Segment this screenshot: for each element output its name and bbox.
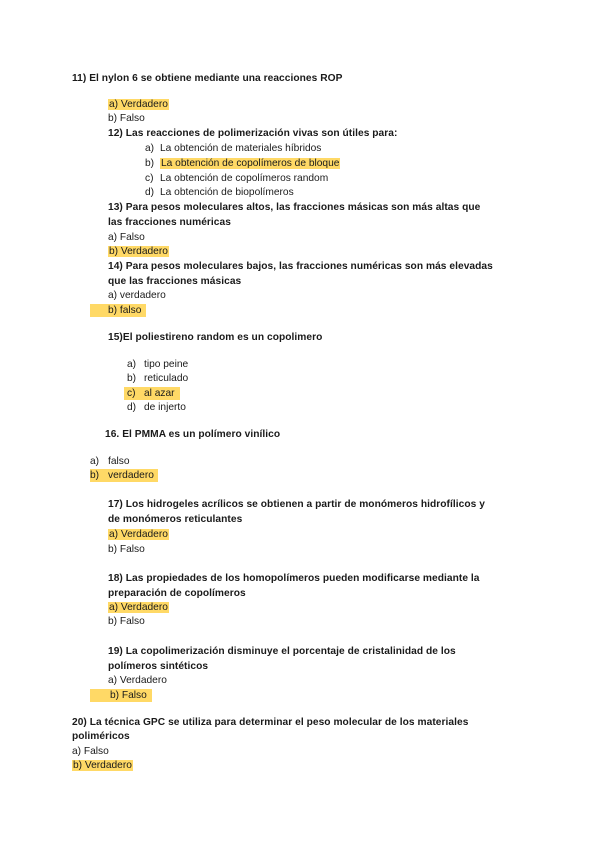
answer-highlight: b) Verdadero <box>73 760 132 771</box>
question-15-option-a <box>127 358 188 372</box>
question-12-option-a <box>145 142 321 156</box>
option-letter: c) <box>127 388 136 399</box>
question-15-option-b <box>127 372 188 386</box>
option-letter: a) <box>145 143 155 154</box>
answer-highlight: a) Verdadero <box>109 529 168 540</box>
option-text: de injerto <box>144 402 186 413</box>
question-16-option-a <box>90 455 130 469</box>
question-15-option-c <box>127 387 175 401</box>
question-17-option-b: b) Falso <box>108 544 145 555</box>
option-letter: a) <box>90 456 100 467</box>
option-letter: b) <box>90 470 100 481</box>
question-12-title: 12) Las reacciones de polimerización vivas son útiles para: <box>108 128 398 139</box>
question-19-option-b: b) Falso <box>110 690 147 701</box>
question-13-title-line-2: las fracciones numéricas <box>108 217 231 228</box>
question-15-title: 15)El poliestireno random es un copolimero <box>108 332 323 343</box>
question-18-title-line-2: preparación de copolímeros <box>108 588 246 599</box>
option-letter: c) <box>145 173 154 184</box>
question-15-option-d <box>127 401 186 415</box>
answer-highlight: La obtención de copolímeros de bloque <box>161 158 340 169</box>
answer-text: al azar <box>144 388 175 399</box>
answer-highlight: b) Verdadero <box>109 246 168 257</box>
question-11-option-b: b) Falso <box>108 113 145 124</box>
answer-highlight: a) Verdadero <box>109 602 168 613</box>
question-17-title-line-2: de monómeros reticulantes <box>108 514 243 525</box>
question-14-title-line-2: que las fracciones másicas <box>108 276 242 287</box>
question-16-option-b <box>90 469 154 483</box>
question-18-title-line-1: 18) Las propiedades de los homopolímeros pueden modificarse mediante la <box>108 573 480 584</box>
option-letter: d) <box>145 187 155 198</box>
question-16-title: 16. El PMMA es un polímero vinílico <box>105 429 281 440</box>
question-14-option-b: b) falso <box>108 305 142 316</box>
question-12-option-b <box>145 157 340 171</box>
option-text: La obtención de biopolímeros <box>160 187 294 198</box>
question-18-option-a <box>108 601 169 615</box>
option-text: La obtención de copolímeros random <box>160 173 329 184</box>
question-20-option-b <box>72 759 133 773</box>
question-19-title-line-1: 19) La copolimerización disminuye el porcentaje de cristalinidad de los <box>108 646 456 657</box>
question-11-option-a <box>108 98 169 112</box>
option-text: reticulado <box>144 373 189 384</box>
question-12-option-c <box>145 172 328 186</box>
answer-highlight: a) Verdadero <box>109 99 168 110</box>
option-letter: d) <box>127 402 137 413</box>
question-20-title-line-2: poliméricos <box>72 731 130 742</box>
question-13-option-b <box>108 245 169 259</box>
option-text: falso <box>108 456 130 467</box>
question-13-option-a: a) Falso <box>108 232 145 243</box>
question-13-title-line-1: 13) Para pesos moleculares altos, las fracciones másicas son más altas que <box>108 202 481 213</box>
question-20-title-line-1: 20) La técnica GPC se utiliza para determinar el peso molecular de los materiales <box>72 717 469 728</box>
question-11-title: 11) El nylon 6 se obtiene mediante una reacciones ROP <box>72 73 343 84</box>
option-letter: b) <box>127 373 137 384</box>
question-12-option-d <box>145 186 294 200</box>
question-19-title-line-2: polímeros sintéticos <box>108 661 209 672</box>
option-letter: a) <box>127 359 137 370</box>
option-text: tipo peine <box>144 359 189 370</box>
option-letter: b) <box>145 158 155 169</box>
question-20-option-a: a) Falso <box>72 746 109 757</box>
answer-text: verdadero <box>108 470 154 481</box>
question-18-option-b: b) Falso <box>108 616 145 627</box>
option-text: La obtención de materiales híbridos <box>160 143 322 154</box>
question-14-option-a: a) verdadero <box>108 290 166 301</box>
question-17-option-a <box>108 528 169 542</box>
question-14-title-line-1: 14) Para pesos moleculares bajos, las fracciones numéricas son más elevadas <box>108 261 493 272</box>
question-19-option-a: a) Verdadero <box>108 675 167 686</box>
question-17-title-line-1: 17) Los hidrogeles acrílicos se obtienen a partir de monómeros hidrofílicos y <box>108 499 485 510</box>
